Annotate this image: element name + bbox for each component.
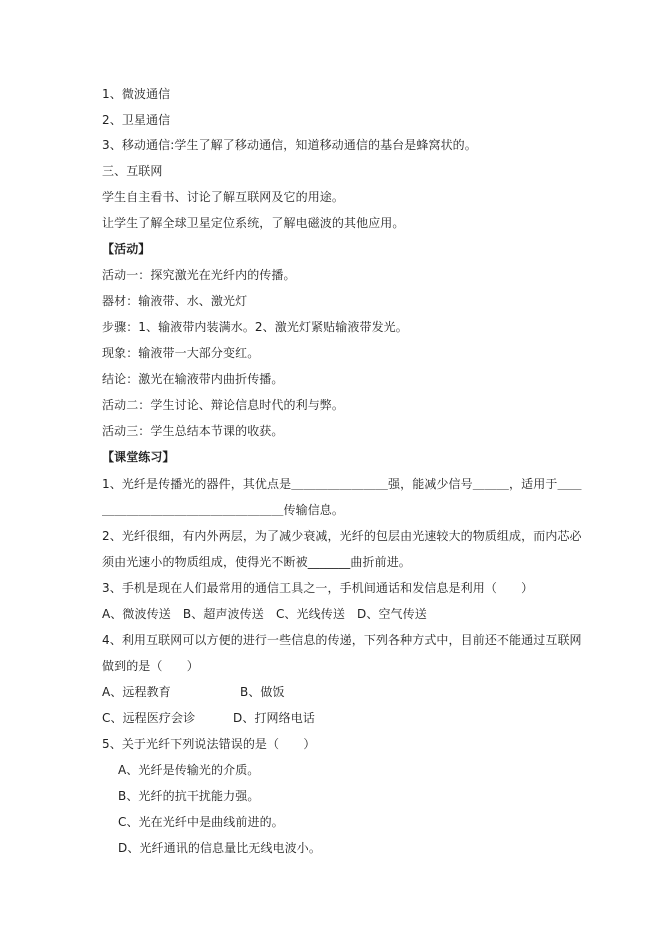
- question-5-option-b: B、光纤的抗干扰能力强。: [118, 789, 260, 803]
- question-4-options-row2: [102, 710, 601, 726]
- text-line: 活动二：学生讨论、辩论信息时代的利与弊。: [102, 398, 345, 412]
- question-5: 5、关于光纤下列说法错误的是（ ）: [102, 737, 316, 751]
- text-line: 器材：输液带、水、激光灯: [102, 294, 248, 308]
- text-line: 结论：激光在输液带内曲折传播。: [102, 372, 284, 386]
- section-heading: 三、互联网: [102, 164, 163, 178]
- question-4: 4、利用互联网可以方便的进行一些信息的传递，下列各种方式中，目前还不能通过互联网: [102, 633, 582, 647]
- text-line: 活动一：探究激光在光纤内的传播。: [102, 268, 296, 282]
- question-1: 1、光纤是传播光的器件，其优点是＿＿＿＿＿＿＿＿强，能减少信号＿＿＿，适用于＿＿: [102, 477, 582, 491]
- exercise-heading: 【课堂练习】: [102, 450, 175, 464]
- option-c: C、远程医疗会诊: [102, 711, 196, 725]
- question-3: 3、手机是现在人们最常用的通信工具之一，手机间通话和发信息是利用（ ）: [102, 581, 534, 595]
- text-line: 步骤：1、输液带内装满水。2、激光灯紧贴输液带发光。: [102, 320, 408, 334]
- text-line: 让学生了解全球卫星定位系统，了解电磁波的其他应用。: [102, 216, 405, 230]
- text-line: 学生自主看书、讨论了解互联网及它的用途。: [102, 190, 345, 204]
- question-5-option-a: A、光纤是传输光的介质。: [118, 763, 260, 777]
- text-line: 1、微波通信: [102, 87, 171, 101]
- question-3-options: A、微波传送 B、超声波传送 C、光线传送 D、空气传送: [102, 607, 427, 621]
- activity-heading: 【活动】: [102, 242, 151, 256]
- option-a: A、远程教育: [102, 685, 171, 699]
- question-1-cont: ＿＿＿＿＿＿＿＿＿＿＿＿＿＿＿传输信息。: [102, 503, 345, 517]
- question-4-cont: 做到的是（ ）: [102, 659, 199, 673]
- question-2-cont: 须由光速小的物质组成，使得光不断被_______曲折前进。: [102, 555, 411, 569]
- text-line: 3、移动通信:学生了解了移动通信，知道移动通信的基台是蜂窝状的。: [102, 138, 477, 152]
- question-5-option-d: D、光纤通讯的信息量比无线电波小。: [118, 841, 321, 855]
- text-line: 2、卫星通信: [102, 113, 171, 127]
- text-line: 活动三：学生总结本节课的收获。: [102, 424, 284, 438]
- question-2: 2、光纤很细，有内外两层，为了减少衰减，光纤的包层由光速较大的物质组成，而内芯必: [102, 529, 582, 543]
- text-line: 现象：输液带一大部分变红。: [102, 346, 260, 360]
- option-d: D、打网络电话: [233, 711, 315, 725]
- question-5-option-c: C、光在光纤中是曲线前进的。: [118, 815, 284, 829]
- option-b: B、做饭: [240, 685, 285, 699]
- question-4-options-row1: [102, 684, 601, 700]
